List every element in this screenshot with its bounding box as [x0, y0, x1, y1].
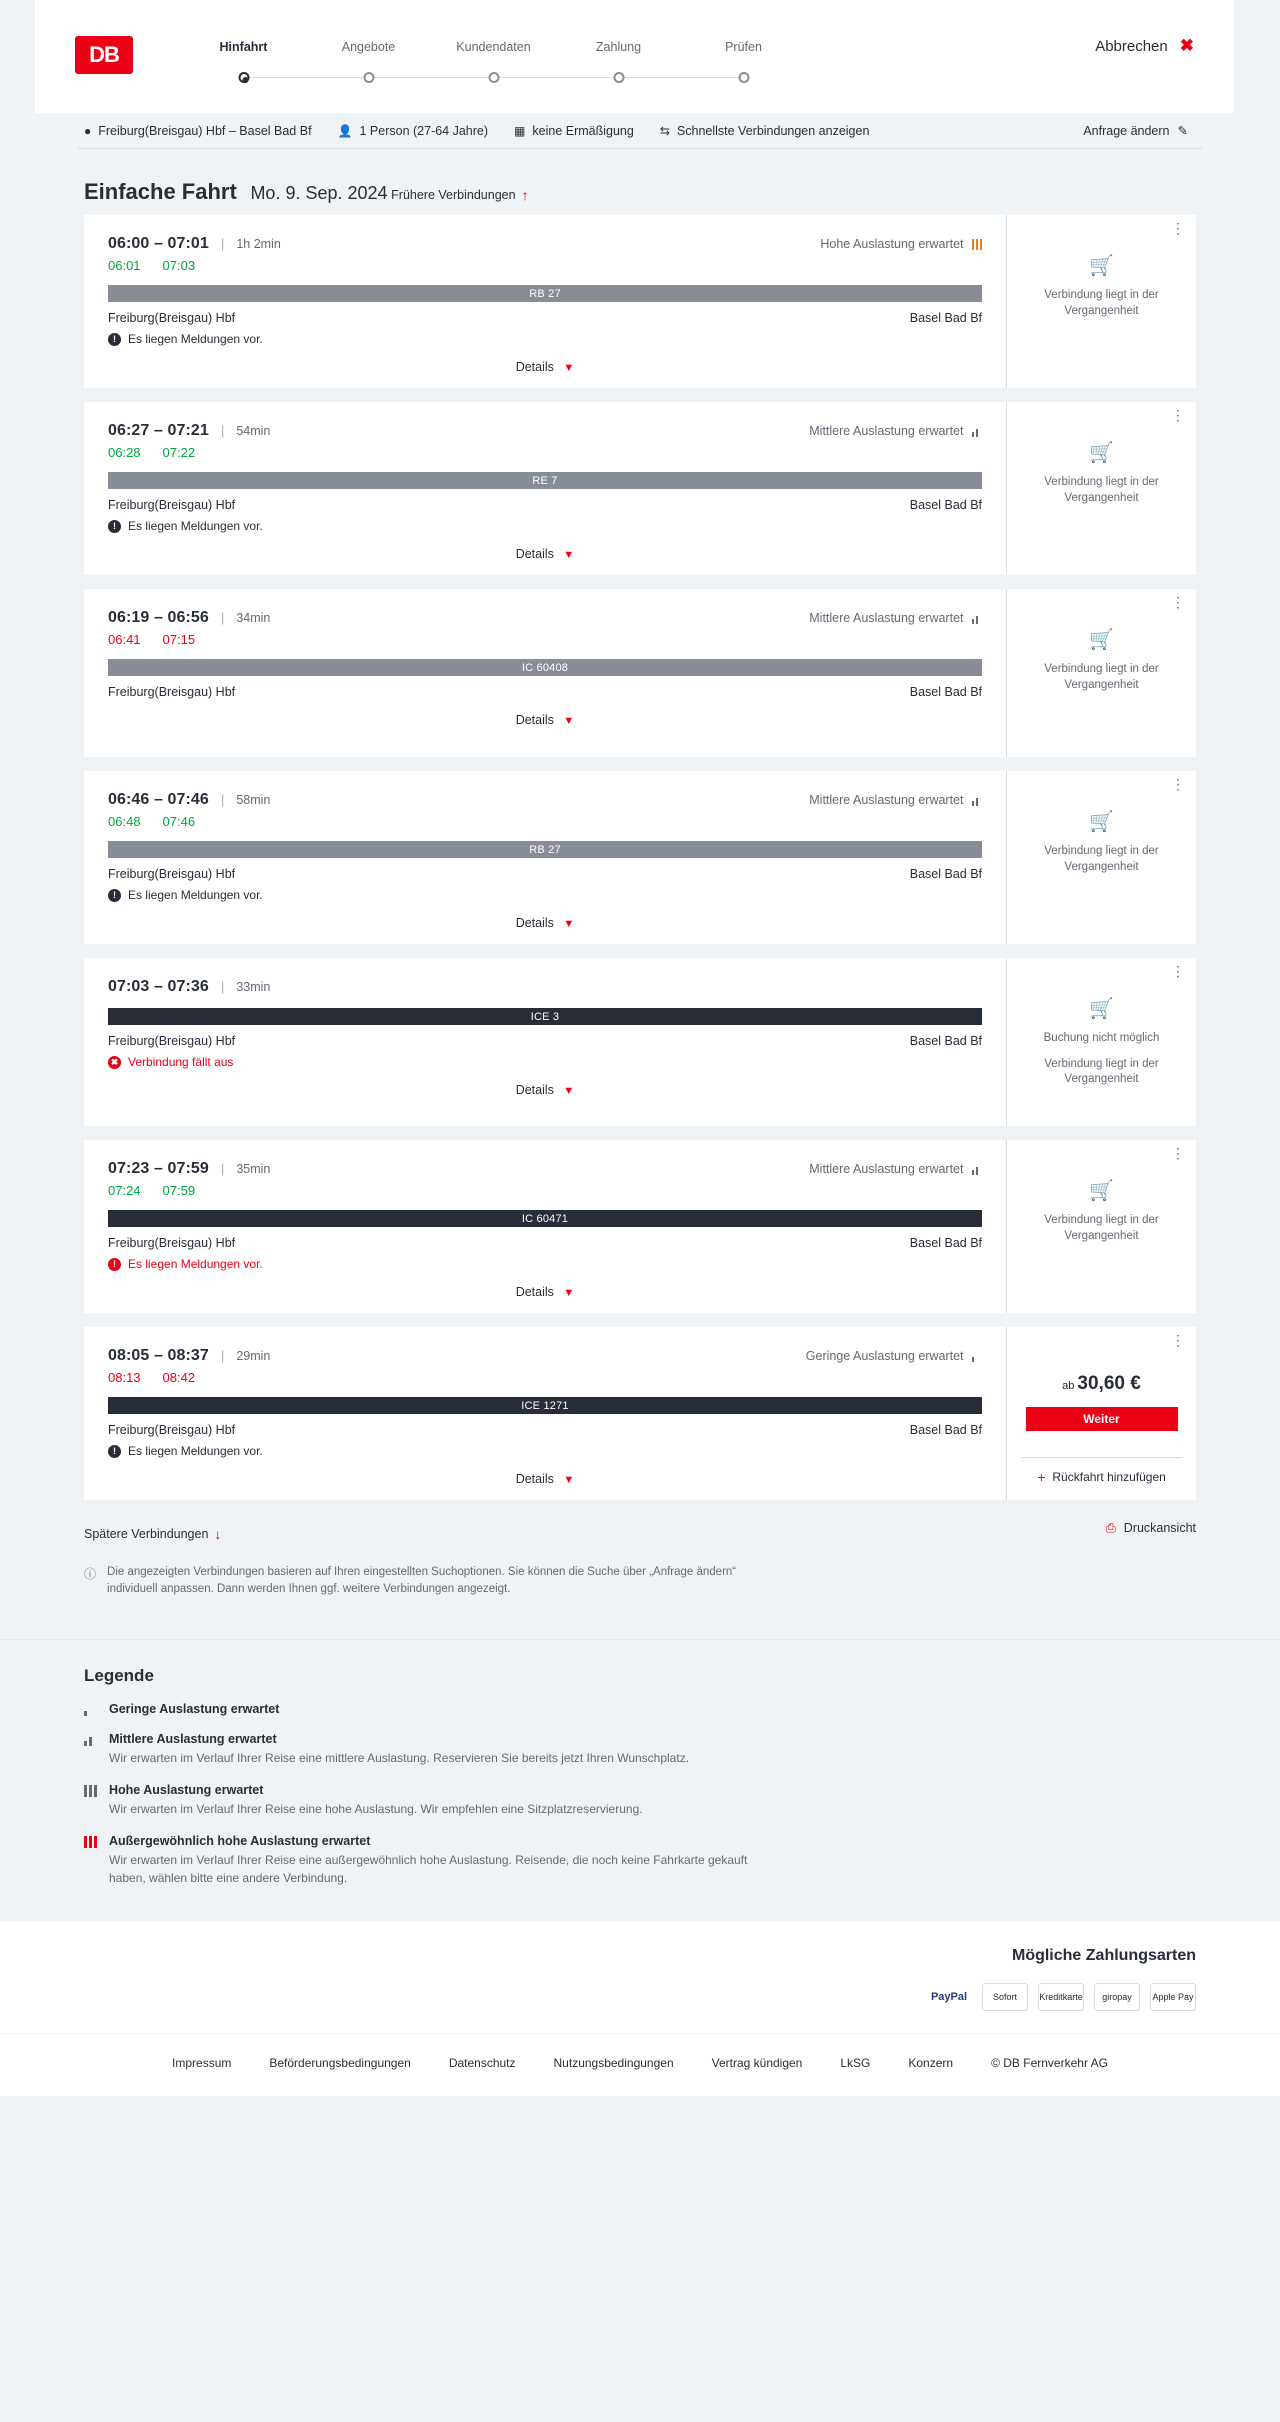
connection-note-label: Verbindung fällt aus — [128, 1055, 234, 1069]
actual-arrival: 07:03 — [162, 258, 196, 273]
actual-arrival: 07:15 — [162, 632, 196, 647]
origin-station: Freiburg(Breisgau) Hbf — [108, 311, 236, 325]
train-badge: RE 7 — [108, 472, 982, 489]
details-toggle[interactable] — [108, 547, 982, 567]
legend-item-label: Außergewöhnlich hohe Auslastung erwartet — [109, 1834, 371, 1849]
legend-item-low — [84, 1702, 1196, 1716]
connection-time-range: 07:23 – 07:59 — [108, 1160, 209, 1177]
shopping-cart-icon: 🛒 — [1089, 255, 1114, 277]
swap-icon: ⇆ — [659, 123, 670, 138]
connection-side — [1006, 771, 1196, 944]
footer-link-lksg[interactable]: LkSG — [840, 2056, 871, 2071]
details-label: Details — [515, 360, 554, 374]
arrow-up-icon: ↑ — [521, 187, 529, 203]
step-dot-icon — [738, 72, 749, 83]
step-connector — [494, 77, 619, 78]
side-message: Verbindung liegt in der Vergangenheit — [1044, 1214, 1159, 1242]
query-discount[interactable] — [514, 124, 634, 138]
more-options-icon[interactable]: ⋮ — [1171, 594, 1186, 610]
close-icon: ✖ — [1179, 36, 1194, 55]
connection-time-range: 07:03 – 07:36 — [108, 978, 209, 995]
cancel-icon: ✖ — [108, 1056, 121, 1069]
info-icon: ! — [108, 333, 121, 346]
actual-arrival: 07:22 — [162, 445, 196, 460]
occupancy-bars-icon — [972, 239, 983, 250]
train-badge: ICE 3 — [108, 1008, 982, 1025]
query-fastest-toggle[interactable] — [660, 124, 870, 138]
connection-side — [1006, 589, 1196, 757]
search-info-text: Die angezeigten Verbindungen basieren auf Ihren eingestellten Suchoptionen. Sie können die Suche über „Anfrage ändern“ individuell anpassen. Dann werden Ihnen ggf. weitere Verbindungen angezeigt. — [107, 1566, 737, 1596]
occupancy-label: Mittlere Auslastung erwartet — [809, 424, 964, 438]
destination-station: Basel Bad Bf — [909, 311, 982, 325]
query-fastest-label: Schnellste Verbindungen anzeigen — [676, 123, 870, 138]
actual-arrival: 07:59 — [162, 1183, 196, 1198]
legend-item-label: Mittlere Auslastung erwartet — [109, 1731, 277, 1746]
connection-list — [78, 215, 1202, 1500]
legend-item-mid — [84, 1732, 1196, 1767]
connection-note-label: Es liegen Meldungen vor. — [128, 888, 263, 902]
occupancy-bars-icon — [972, 1164, 983, 1175]
connection-time-range: 06:46 – 07:46 — [108, 791, 209, 808]
more-options-icon[interactable]: ⋮ — [1171, 776, 1186, 792]
connection-note[interactable] — [108, 1257, 982, 1271]
occupancy-bars-icon — [84, 1785, 98, 1797]
footer-link-konzern[interactable]: Konzern — [908, 2056, 954, 2071]
connection-duration: 54min — [236, 424, 271, 438]
step-label: Kundendaten — [456, 40, 531, 54]
page-title: Einfache Fahrt — [84, 179, 237, 204]
giropay-icon: giropay — [1094, 1983, 1140, 2011]
connection-main — [84, 589, 1006, 757]
chevron-down-icon: ▼ — [563, 549, 575, 561]
app-header — [35, 0, 1234, 113]
actual-arrival: 07:46 — [162, 814, 196, 829]
occupancy-bars-icon — [972, 426, 983, 437]
origin-station: Freiburg(Breisgau) Hbf — [108, 1034, 236, 1048]
shopping-cart-icon: 🛒 — [1089, 442, 1114, 464]
step-label: Prüfen — [725, 40, 762, 54]
person-icon: 👤 — [337, 123, 353, 138]
printer-icon: ⎙ — [1105, 1520, 1116, 1535]
occupancy-bars-icon — [972, 1351, 983, 1362]
origin-station: Freiburg(Breisgau) Hbf — [108, 867, 236, 881]
step-label: Hinfahrt — [219, 40, 268, 54]
connection-row[interactable] — [84, 771, 1196, 944]
chevron-down-icon: ▼ — [563, 918, 575, 930]
connection-side — [1006, 1140, 1196, 1313]
query-route-label: Freiburg(Breisgau) Hbf – Basel Bad Bf — [98, 123, 312, 138]
step-angebote[interactable] — [306, 40, 431, 90]
divider: | — [220, 979, 225, 994]
divider: | — [220, 423, 225, 438]
connection-note-label: Es liegen Meldungen vor. — [128, 519, 263, 533]
details-label: Details — [515, 1083, 554, 1097]
legend-item-description: Wir erwarten im Verlauf Ihrer Reise eine außergewöhnlich hohe Auslastung. Reisende, die noch keine Fahrkarte gekauft haben, wählen bitte eine andere Verbindung. — [109, 1853, 748, 1885]
connection-side — [1006, 1327, 1196, 1500]
price-prefix: ab — [1062, 1380, 1075, 1392]
later-connections-label: Spätere Verbindungen — [84, 1527, 209, 1541]
edit-request-button[interactable] — [1083, 123, 1188, 138]
step-dot-icon — [363, 72, 374, 83]
warning-icon: ! — [108, 1258, 121, 1271]
earlier-connections-button[interactable] — [391, 187, 528, 203]
divider: | — [220, 610, 225, 625]
details-toggle[interactable] — [108, 1285, 982, 1305]
actual-departure: 08:13 — [108, 1370, 141, 1385]
connection-row[interactable] — [84, 958, 1196, 1126]
more-options-icon[interactable]: ⋮ — [1171, 407, 1186, 423]
plus-icon: + — [1037, 1469, 1046, 1485]
connection-duration: 35min — [236, 1162, 271, 1176]
side-message: Verbindung liegt in der Vergangenheit — [1044, 1057, 1159, 1086]
info-icon: ! — [108, 520, 121, 533]
add-return-trip-label: Rückfahrt hinzufügen — [1052, 1470, 1166, 1484]
connection-row[interactable] — [84, 1140, 1196, 1313]
connection-note-label: Es liegen Meldungen vor. — [128, 1257, 263, 1271]
actual-departure: 06:01 — [108, 258, 141, 273]
more-options-icon[interactable]: ⋮ — [1171, 220, 1186, 236]
location-pin-icon: ● — [84, 123, 92, 138]
legend-item-high — [84, 1783, 1196, 1818]
occupancy-indicator — [809, 611, 982, 625]
more-options-icon[interactable]: ⋮ — [1171, 1332, 1186, 1348]
side-message-booking: Buchung nicht möglich — [1043, 1032, 1160, 1044]
occupancy-indicator — [820, 237, 982, 251]
cancel-button[interactable] — [1095, 36, 1194, 56]
divider: | — [220, 236, 225, 251]
details-label: Details — [515, 916, 554, 930]
creditcard-icon: Kreditkarte — [1038, 1983, 1084, 2011]
connection-duration: 58min — [236, 793, 271, 807]
page-title-date: Mo. 9. Sep. 2024 — [250, 183, 388, 203]
step-connector — [244, 77, 369, 78]
details-label: Details — [515, 1472, 554, 1486]
more-options-icon[interactable]: ⋮ — [1171, 1145, 1186, 1161]
step-kundendaten[interactable] — [431, 40, 556, 90]
price-value: 30,60 € — [1077, 1373, 1141, 1394]
destination-station: Basel Bad Bf — [909, 867, 982, 881]
connection-note[interactable] — [108, 332, 982, 346]
connection-row[interactable] — [84, 1327, 1196, 1500]
train-badge: IC 60408 — [108, 659, 982, 676]
destination-station: Basel Bad Bf — [909, 1034, 982, 1048]
legend-item-description: Wir erwarten im Verlauf Ihrer Reise eine hohe Auslastung. Wir empfehlen eine Sitzplatzreservierung. — [109, 1801, 643, 1816]
chevron-down-icon: ▼ — [563, 1287, 575, 1299]
side-message: Verbindung liegt in der Vergangenheit — [1044, 663, 1159, 691]
step-connector — [369, 77, 494, 78]
details-toggle[interactable] — [108, 360, 982, 380]
connection-side — [1006, 402, 1196, 575]
origin-station: Freiburg(Breisgau) Hbf — [108, 1423, 236, 1437]
occupancy-bars-icon — [84, 1836, 98, 1848]
occupancy-indicator — [806, 1349, 982, 1363]
connection-main — [84, 771, 1006, 944]
continue-button[interactable]: Weiter — [1026, 1407, 1178, 1431]
connection-time-range: 06:27 – 07:21 — [108, 422, 209, 439]
divider: | — [220, 1348, 225, 1363]
later-connections-button[interactable] — [84, 1526, 221, 1542]
add-return-trip-button[interactable] — [1021, 1457, 1182, 1485]
occupancy-indicator — [809, 793, 982, 807]
connection-note[interactable] — [108, 519, 982, 533]
card-icon: ▦ — [514, 123, 526, 138]
occupancy-label: Hohe Auslastung erwartet — [820, 237, 964, 251]
info-icon: ⓘ — [84, 1567, 97, 1581]
occupancy-label: Mittlere Auslastung erwartet — [809, 611, 964, 625]
occupancy-bars-icon — [972, 795, 983, 806]
footer-link-impressum[interactable]: Impressum — [172, 2056, 232, 2071]
occupancy-indicator — [809, 1162, 982, 1176]
connection-cancelled-note — [108, 1055, 982, 1069]
connection-note[interactable] — [108, 888, 982, 902]
earlier-connections-label: Frühere Verbindungen — [391, 188, 516, 202]
step-connector — [619, 77, 744, 78]
cancel-label: Abbrechen — [1095, 37, 1168, 55]
price-display — [1062, 1373, 1141, 1395]
legend-title: Legende — [84, 1665, 154, 1685]
legend-section — [0, 1639, 1280, 1922]
query-summary-bar — [78, 113, 1202, 149]
search-info-note — [78, 1564, 1202, 1599]
side-message: Verbindung liegt in der Vergangenheit — [1044, 289, 1159, 317]
query-passengers[interactable] — [338, 124, 489, 138]
actual-departure: 06:41 — [108, 632, 141, 647]
footer-link-befoerderungsbedingungen[interactable]: Beförderungsbedingungen — [269, 2056, 411, 2071]
train-badge: RB 27 — [108, 285, 982, 302]
connection-duration: 34min — [236, 611, 271, 625]
payment-methods-list — [84, 1983, 1196, 2011]
chevron-down-icon: ▼ — [563, 1474, 575, 1486]
origin-station: Freiburg(Breisgau) Hbf — [108, 1236, 236, 1250]
details-toggle[interactable] — [108, 916, 982, 936]
print-view-button[interactable] — [1106, 1521, 1196, 1536]
payment-methods-title: Mögliche Zahlungsarten — [1011, 1947, 1196, 1965]
sofort-icon: Sofort — [982, 1983, 1028, 2011]
step-label: Angebote — [341, 40, 396, 54]
footer-link-datenschutz[interactable]: Datenschutz — [448, 2056, 516, 2071]
footer-copyright: © DB Fernverkehr AG — [991, 2056, 1108, 2071]
divider: | — [220, 1161, 225, 1176]
actual-departure: 06:48 — [108, 814, 141, 829]
occupancy-bars-icon — [84, 1704, 98, 1716]
occupancy-indicator — [809, 424, 982, 438]
more-options-icon[interactable]: ⋮ — [1171, 963, 1186, 979]
query-route[interactable] — [84, 124, 312, 138]
connection-note-label: Es liegen Meldungen vor. — [128, 1444, 263, 1458]
actual-arrival: 08:42 — [162, 1370, 196, 1385]
legend-item-label: Geringe Auslastung erwartet — [109, 1701, 280, 1716]
origin-station: Freiburg(Breisgau) Hbf — [108, 498, 236, 512]
details-label: Details — [515, 713, 554, 727]
connection-duration: 1h 2min — [236, 237, 281, 251]
connection-main — [84, 215, 1006, 388]
paypal-icon: PayPal — [926, 1983, 972, 2011]
connection-row[interactable] — [84, 402, 1196, 575]
connection-time-range: 06:00 – 07:01 — [108, 235, 209, 252]
connection-note[interactable] — [108, 1444, 982, 1458]
info-icon: ! — [108, 889, 121, 902]
edit-request-label: Anfrage ändern — [1083, 123, 1170, 138]
actual-departure: 06:28 — [108, 445, 141, 460]
occupancy-label: Mittlere Auslastung erwartet — [809, 1162, 964, 1176]
shopping-cart-icon: 🛒 — [1089, 998, 1114, 1020]
divider: | — [220, 792, 225, 807]
details-toggle[interactable] — [108, 1083, 982, 1103]
step-label: Zahlung — [595, 40, 642, 54]
side-message: Verbindung liegt in der Vergangenheit — [1044, 845, 1159, 873]
footer-link-nutzungsbedingungen[interactable]: Nutzungsbedingungen — [553, 2056, 674, 2071]
connection-note-label: Es liegen Meldungen vor. — [128, 332, 263, 346]
connection-main — [84, 1327, 1006, 1500]
occupancy-label: Mittlere Auslastung erwartet — [809, 793, 964, 807]
step-dot-icon — [613, 72, 624, 83]
shopping-cart-icon: 🛒 — [1089, 1180, 1114, 1202]
origin-station: Freiburg(Breisgau) Hbf — [108, 685, 236, 699]
shopping-cart-icon: 🛒 — [1089, 629, 1114, 651]
step-dot-icon — [238, 72, 249, 83]
actual-departure: 07:24 — [108, 1183, 141, 1198]
pencil-icon: ✎ — [1177, 124, 1188, 138]
checkout-stepper — [181, 40, 806, 90]
connection-side — [1006, 958, 1196, 1126]
chevron-down-icon: ▼ — [563, 715, 575, 727]
train-badge: RB 27 — [108, 841, 982, 858]
info-icon: ! — [108, 1445, 121, 1458]
connection-time-range: 06:19 – 06:56 — [108, 609, 209, 626]
step-dot-icon — [488, 72, 499, 83]
occupancy-label: Geringe Auslastung erwartet — [805, 1349, 964, 1363]
connection-main — [84, 402, 1006, 575]
step-hinfahrt[interactable] — [181, 40, 306, 90]
connection-side — [1006, 215, 1196, 388]
query-discount-label: keine Ermäßigung — [532, 123, 634, 138]
side-message: Verbindung liegt in der Vergangenheit — [1044, 476, 1159, 504]
legend-item-label: Hohe Auslastung erwartet — [109, 1782, 264, 1797]
db-logo: DB — [75, 36, 133, 74]
legend-item-veryhigh — [84, 1834, 1196, 1887]
applepay-icon: Apple Pay — [1150, 1983, 1196, 2011]
train-badge: IC 60471 — [108, 1210, 982, 1227]
chevron-down-icon: ▼ — [563, 362, 575, 374]
connection-main — [84, 1140, 1006, 1313]
train-badge: ICE 1271 — [108, 1397, 982, 1414]
payment-methods-section — [0, 1921, 1280, 2033]
connection-row[interactable] — [84, 589, 1196, 757]
details-toggle[interactable] — [108, 713, 982, 733]
destination-station: Basel Bad Bf — [909, 498, 982, 512]
connection-row[interactable] — [84, 215, 1196, 388]
connection-duration: 29min — [236, 1349, 271, 1363]
shopping-cart-icon: 🛒 — [1089, 811, 1114, 833]
connection-duration: 33min — [236, 980, 271, 994]
legend-item-description: Wir erwarten im Verlauf Ihrer Reise eine mittlere Auslastung. Reservieren Sie bereits jetzt Ihren Wunschplatz. — [109, 1750, 690, 1765]
chevron-down-icon: ▼ — [563, 1085, 575, 1097]
connection-time-range: 08:05 – 08:37 — [108, 1347, 209, 1364]
footer-nav — [0, 2033, 1280, 2096]
occupancy-bars-icon — [972, 613, 983, 624]
step-zahlung[interactable] — [556, 40, 681, 90]
destination-station: Basel Bad Bf — [909, 1236, 982, 1250]
destination-station: Basel Bad Bf — [909, 685, 982, 699]
step-pruefen[interactable] — [681, 40, 806, 90]
query-passengers-label: 1 Person (27-64 Jahre) — [359, 123, 489, 138]
destination-station: Basel Bad Bf — [909, 1423, 982, 1437]
details-toggle[interactable] — [108, 1472, 982, 1492]
details-label: Details — [515, 547, 554, 561]
footer-link-vertrag-kuendigen[interactable]: Vertrag kündigen — [711, 2056, 803, 2071]
list-footer — [78, 1514, 1202, 1542]
page-title-area — [78, 175, 1202, 205]
arrow-down-icon: ↓ — [214, 1526, 222, 1542]
connection-main — [84, 958, 1006, 1126]
print-view-label: Druckansicht — [1123, 1521, 1196, 1535]
occupancy-bars-icon — [84, 1734, 98, 1746]
details-label: Details — [515, 1285, 554, 1299]
